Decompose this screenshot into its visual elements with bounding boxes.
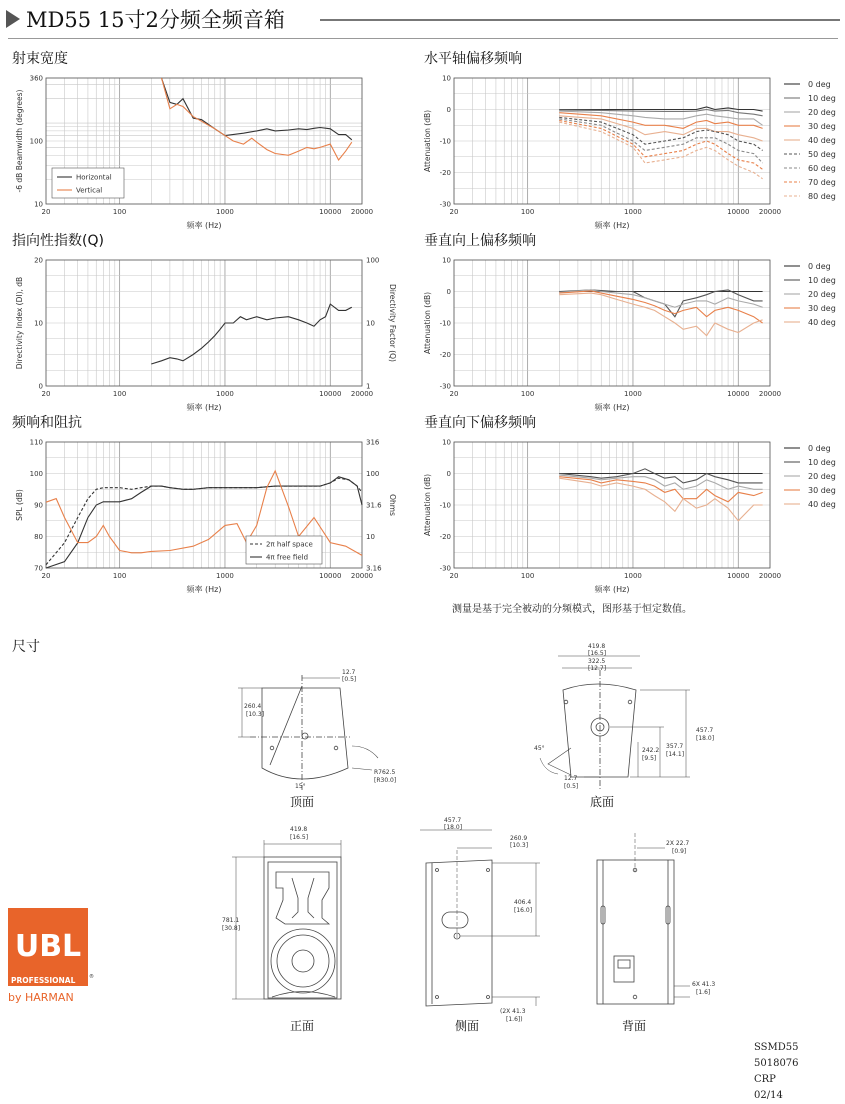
side-d2: (2X 41.3	[500, 1008, 526, 1015]
title-rule	[320, 19, 840, 21]
bottom-d-in: [0.5]	[564, 783, 579, 790]
code-date: 02/14	[754, 1090, 783, 1101]
side-h-in: [16.0]	[514, 907, 533, 914]
y-tick-label-right: 1	[366, 382, 371, 391]
x-tick-label: 20	[41, 208, 51, 216]
y-tick-label-right: 100	[366, 256, 380, 265]
legend-entry: 0 deg	[808, 262, 831, 271]
bottom-w2: 322.5	[588, 658, 606, 665]
top-d1-in: [10.3]	[246, 711, 265, 718]
side-d1-in: [10.3]	[510, 842, 529, 849]
bottom-w2-in: [12.7]	[588, 665, 607, 672]
y-axis-label-right: Ohms	[388, 494, 397, 516]
y-tick-label: -10	[439, 319, 451, 328]
title-underline	[8, 38, 838, 39]
side-view-drawing	[420, 830, 540, 1006]
y-tick-label: -30	[439, 564, 451, 573]
chart-directivity	[0, 250, 400, 414]
code-part: 5018076	[754, 1058, 799, 1069]
top-d2: 12.7	[342, 669, 356, 676]
section-vertical-down: 垂直向下偏移频响	[424, 415, 536, 431]
view-label-back: 背面	[622, 1019, 647, 1033]
y-tick-label: -10	[439, 501, 451, 510]
bottom-w1: 419.8	[588, 643, 606, 650]
title-bar	[0, 0, 845, 40]
x-tick-label: 1000	[216, 572, 234, 580]
top-d1: 260.4	[244, 703, 262, 710]
x-tick-label: 1000	[624, 572, 642, 580]
front-w: 419.8	[290, 826, 308, 833]
grid	[454, 442, 770, 568]
legend-entry: 30 deg	[808, 304, 836, 313]
chart-vertical-down	[412, 432, 842, 596]
x-tick-label: 20	[41, 572, 51, 580]
top-d2-in: [0.5]	[342, 676, 357, 683]
legend-entry: 10 deg	[808, 276, 836, 285]
series-line-1	[151, 304, 351, 364]
x-axis-label: 频率 (Hz)	[594, 221, 630, 230]
series-line-3	[559, 290, 762, 307]
front-w-in: [16.5]	[290, 834, 309, 841]
x-tick-label: 100	[520, 208, 535, 216]
y-tick-label: 110	[29, 438, 43, 447]
grid	[46, 260, 362, 386]
y-tick-label: 20	[34, 256, 43, 265]
grid	[454, 260, 770, 386]
legend-entry: 10 deg	[808, 458, 836, 467]
y-tick-label: 10	[34, 200, 43, 209]
page-title: MD55 15寸2分频全频音箱	[26, 8, 285, 32]
logo-professional: PROFESSIONAL	[11, 976, 76, 985]
legend-entry: 70 deg	[808, 178, 836, 187]
y-tick-label: 10	[442, 256, 451, 265]
chart-horizontal-off-axis	[412, 68, 842, 232]
front-h-in: [30.8]	[222, 925, 241, 932]
legend-entry: Vertical	[76, 186, 103, 195]
legend-entry: 40 deg	[808, 318, 836, 327]
series-line-5	[559, 478, 762, 521]
x-tick-label: 100	[112, 572, 127, 580]
x-tick-label: 20000	[350, 208, 374, 216]
front-h: 781.1	[222, 917, 240, 924]
side-d2-in: [1.6])	[506, 1016, 523, 1023]
top-view-drawing	[238, 675, 378, 790]
section-horizontal-off-axis: 水平轴偏移频响	[424, 51, 522, 67]
x-tick-label: 20	[449, 572, 459, 580]
back-d2: 6X 41.3	[692, 981, 716, 988]
x-axis-label: 频率 (Hz)	[186, 221, 222, 230]
y-tick-label: 0	[446, 470, 451, 478]
x-tick-label: 10000	[319, 390, 342, 398]
chart-vertical-up	[412, 250, 842, 414]
x-tick-label: 20000	[758, 208, 782, 216]
x-tick-label: 100	[520, 572, 535, 580]
y-axis-label: Attenuation (dB)	[423, 109, 432, 173]
section-vertical-up: 垂直向上偏移频响	[424, 233, 536, 249]
series-line-6	[559, 117, 762, 150]
back-d2-in: [1.6]	[696, 989, 711, 996]
y-tick-label: -30	[439, 382, 451, 391]
bottom-view-drawing	[540, 656, 690, 790]
bottom-h2: 357.7	[666, 743, 684, 750]
x-tick-label: 10000	[727, 572, 750, 580]
side-w-in: [18.0]	[444, 824, 463, 831]
front-view-drawing	[232, 840, 341, 999]
x-tick-label: 1000	[216, 390, 234, 398]
bottom-h1: 457.7	[696, 727, 714, 734]
measurement-note: 测量是基于完全被动的分频模式，图形基于恒定数值。	[452, 604, 692, 615]
y-tick-label: 360	[29, 74, 43, 83]
bottom-angle: 45°	[534, 745, 545, 752]
side-h: 406.4	[514, 899, 532, 906]
y-tick-label-right: 100	[366, 470, 380, 478]
y-tick-label: -20	[439, 169, 451, 177]
top-radius: R762.5	[374, 769, 396, 776]
legend-entry: 40 deg	[808, 136, 836, 145]
back-d1-in: [0.9]	[672, 848, 687, 855]
y-tick-label: 0	[38, 382, 43, 391]
x-tick-label: 20	[449, 390, 459, 398]
series-line-9	[559, 122, 762, 179]
section-frequency-impedance: 频响和阻抗	[12, 415, 82, 431]
y-tick-label: 10	[34, 319, 43, 328]
y-tick-label: 10	[442, 438, 451, 447]
y-tick-label: 0	[446, 106, 451, 114]
y-tick-label: 100	[29, 470, 43, 478]
grid	[454, 78, 770, 204]
logo-mark: UBL	[14, 929, 82, 964]
section-beamwidth: 射束宽度	[12, 51, 68, 67]
title-arrow-icon	[6, 10, 20, 28]
legend-entry: 40 deg	[808, 500, 836, 509]
bottom-w1-in: [16.5]	[588, 650, 607, 657]
legend-entry: 20 deg	[808, 108, 836, 117]
y-tick-label: -30	[439, 200, 451, 209]
code-model: SSMD55	[754, 1042, 799, 1053]
view-label-front: 正面	[290, 1019, 315, 1033]
code-crp: CRP	[754, 1074, 776, 1085]
y-tick-label: 100	[29, 137, 43, 146]
legend-entry: 0 deg	[808, 444, 831, 453]
x-tick-label: 1000	[216, 208, 234, 216]
x-tick-label: 20000	[350, 572, 374, 580]
bottom-d: 12.7	[564, 775, 578, 782]
y-tick-label-right: 10	[366, 533, 375, 541]
x-tick-label: 20	[41, 390, 51, 398]
y-tick-label: -20	[439, 351, 451, 359]
x-tick-label: 20000	[758, 572, 782, 580]
x-tick-label: 20000	[758, 390, 782, 398]
view-label-top: 顶面	[290, 795, 315, 809]
back-d1: 2X 22.7	[666, 840, 690, 847]
series-line-2	[559, 469, 762, 483]
x-axis-label: 频率 (Hz)	[186, 585, 222, 594]
section-directivity: 指向性指数(Q)	[12, 233, 104, 249]
legend-entry: 20 deg	[808, 472, 836, 481]
legend-entry: 0 deg	[808, 80, 831, 89]
view-label-side: 侧面	[455, 1019, 480, 1033]
legend-entry: 80 deg	[808, 192, 836, 201]
y-tick-label-right: 316	[366, 438, 380, 447]
side-d1: 260.9	[510, 835, 528, 842]
legend-entry: 10 deg	[808, 94, 836, 103]
back-view-drawing	[597, 833, 690, 1004]
view-label-bottom: 底面	[590, 795, 615, 809]
side-w: 457.7	[444, 817, 462, 824]
y-tick-label: -20	[439, 533, 451, 541]
x-tick-label: 1000	[624, 208, 642, 216]
y-tick-label-right: 31.6	[366, 501, 382, 510]
legend-entry: 20 deg	[808, 290, 836, 299]
chart-frequency-impedance	[0, 432, 400, 596]
y-axis-label: -6 dB Beamwidth (degrees)	[15, 89, 24, 193]
legend-entry: 60 deg	[808, 164, 836, 173]
top-radius-in: [R30.0]	[374, 777, 397, 784]
y-tick-label-right: 3.16	[366, 564, 382, 573]
x-tick-label: 100	[112, 390, 127, 398]
y-tick-label: 70	[34, 564, 43, 573]
x-axis-label: 频率 (Hz)	[594, 403, 630, 412]
x-axis-label: 频率 (Hz)	[594, 585, 630, 594]
x-tick-label: 10000	[727, 208, 750, 216]
legend-entry: Horizontal	[76, 173, 112, 182]
document-codes	[754, 1040, 799, 1104]
legend-entry: 4π free field	[266, 553, 309, 562]
x-tick-label: 1000	[624, 390, 642, 398]
y-tick-label: 80	[34, 533, 43, 541]
y-axis-label: Attenuation (dB)	[423, 291, 432, 355]
logo-harman: by HARMAN	[8, 991, 74, 1004]
y-tick-label-right: 10	[366, 319, 375, 328]
x-tick-label: 100	[112, 208, 127, 216]
logo-registered: ®	[89, 974, 94, 980]
x-axis-label: 频率 (Hz)	[186, 403, 222, 412]
x-tick-label: 10000	[319, 572, 342, 580]
x-tick-label: 100	[520, 390, 535, 398]
bottom-h3-in: [9.5]	[642, 755, 657, 762]
jbl-logo	[8, 908, 94, 1004]
bottom-h3: 242.2	[642, 747, 660, 754]
y-tick-label: 0	[446, 288, 451, 296]
bottom-h2-in: [14.1]	[666, 751, 685, 758]
x-tick-label: 10000	[727, 390, 750, 398]
y-axis-label: Attenuation (dB)	[423, 473, 432, 537]
y-axis-label: Directivity Index (DI), dB	[15, 276, 24, 370]
legend-entry: 30 deg	[808, 122, 836, 131]
y-tick-label: 10	[442, 74, 451, 83]
legend-entry: 30 deg	[808, 486, 836, 495]
y-tick-label: -10	[439, 137, 451, 146]
y-axis-label: SPL (dB)	[15, 489, 24, 521]
x-tick-label: 10000	[319, 208, 342, 216]
top-angle: 15°	[295, 783, 306, 790]
section-dimensions: 尺寸	[12, 639, 40, 655]
y-axis-label-right: Directivity Factor (Q)	[388, 284, 397, 362]
legend-entry: 50 deg	[808, 150, 836, 159]
chart-beamwidth	[0, 68, 380, 232]
legend-entry: 2π half space	[266, 540, 313, 549]
x-tick-label: 20000	[350, 390, 374, 398]
bottom-h1-in: [18.0]	[696, 735, 715, 742]
x-tick-label: 20	[449, 208, 459, 216]
y-tick-label: 90	[34, 501, 43, 510]
